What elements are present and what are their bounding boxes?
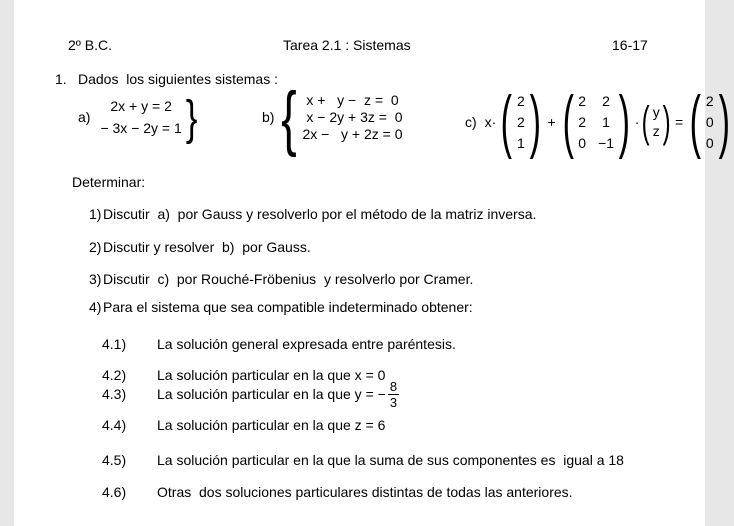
problem-number: 1.: [55, 71, 67, 87]
item-text: Discutir a) por Gauss y resolverlo por el método de la matriz inversa.: [103, 206, 537, 222]
item-text: Discutir y resolver b) por Gauss.: [103, 239, 311, 255]
item-text: Para el sistema que sea compatible indeterminado obtener:: [103, 299, 473, 315]
subitem-number: 4.1): [102, 336, 127, 352]
vector-entry: 2: [517, 113, 525, 130]
result-vector: [706, 91, 714, 154]
determinar-heading: Determinar:: [72, 174, 146, 190]
right-paren: ): [618, 82, 631, 161]
left-paren: (: [689, 82, 702, 161]
problem-intro: Dados los siguientes sistemas :: [78, 71, 278, 87]
system-b-label: b): [262, 108, 275, 125]
item-number: 2): [89, 239, 102, 255]
vector-entry: 0: [705, 134, 714, 151]
system-a-equations: [100, 95, 181, 139]
school-year: 16-17: [612, 37, 648, 53]
matrix-entry: −1: [598, 134, 615, 151]
subitem-text: Otras dos soluciones particulares distintas de todas las anteriores.: [157, 484, 573, 500]
equation: 2x + y = 2: [110, 98, 172, 114]
equation: − 3x − 2y = 1: [100, 120, 182, 136]
system-c-label: c): [465, 113, 477, 130]
system-b-equations: [303, 92, 403, 143]
x-scalar-term: x·: [484, 113, 497, 130]
subitem-text: La solución general expresada entre paréntesis.: [157, 336, 456, 352]
coefficient-matrix: [578, 91, 614, 154]
equation: 2x − y + 2z = 0: [302, 125, 403, 142]
system-a-label: a): [78, 108, 91, 125]
right-brace: }: [185, 89, 198, 145]
right-paren: ): [529, 82, 541, 161]
matrix-entry: 0: [578, 134, 587, 151]
dot-operator: ·: [634, 113, 640, 130]
equation: x − 2y + 3z = 0: [302, 108, 403, 125]
left-brace: {: [281, 77, 298, 157]
vector-entry: 1: [517, 134, 525, 151]
left-paren: (: [562, 82, 574, 161]
subitem-text: La solución particular en la que y = −: [157, 385, 386, 402]
matrix-entry: 2: [578, 92, 587, 109]
equation: x + y − z = 0: [302, 91, 399, 108]
item-number: 4): [89, 299, 102, 315]
system-b: [262, 77, 403, 157]
plus-operator: +: [547, 113, 556, 130]
fraction-numerator: 8: [389, 378, 398, 394]
vector-entry: 0: [705, 113, 714, 130]
matrix-entry: 1: [602, 113, 610, 130]
subitem-text: La solución particular en la que z = 6: [157, 417, 386, 433]
course-label: 2º B.C.: [68, 37, 113, 53]
vector-entry: z: [652, 123, 660, 139]
page-title: Tarea 2.1 : Sistemas: [283, 37, 411, 53]
subitem-number: 4.4): [102, 417, 127, 433]
subitem-number: 4.6): [102, 484, 127, 500]
item-number: 3): [89, 271, 102, 287]
subitem-number: 4.5): [102, 452, 127, 468]
right-paren: ): [718, 82, 730, 161]
system-a: [78, 89, 199, 145]
subitem-number: 4.3): [102, 385, 127, 402]
fraction-denominator: 3: [389, 394, 398, 410]
right-paren: ): [662, 97, 671, 147]
left-paren: (: [642, 97, 651, 147]
item-text: Discutir c) por Rouché-Fröbenius y resolverlo por Cramer.: [103, 271, 474, 287]
matrix-entry: 2: [602, 92, 610, 109]
vector-entry: y: [652, 104, 660, 120]
item-number: 1): [89, 206, 102, 222]
vector-entry: 2: [705, 92, 714, 109]
subitem-text: La solución particular en la que x = 0: [157, 367, 386, 383]
vector-entry: 2: [517, 92, 525, 109]
fraction: [388, 379, 399, 410]
subitem-4-3: [102, 377, 399, 411]
system-c: [465, 82, 734, 161]
left-paren: (: [500, 82, 513, 161]
variable-vector: [653, 103, 660, 141]
matrix-entry: 2: [578, 113, 587, 130]
worksheet-page: [14, 0, 730, 526]
subitem-text: La solución particular en la que la suma de sus componentes es igual a 18: [157, 452, 624, 468]
column-vector-1: [517, 91, 525, 154]
equals-sign: =: [675, 113, 684, 130]
subitem-number: 4.2): [102, 367, 127, 383]
